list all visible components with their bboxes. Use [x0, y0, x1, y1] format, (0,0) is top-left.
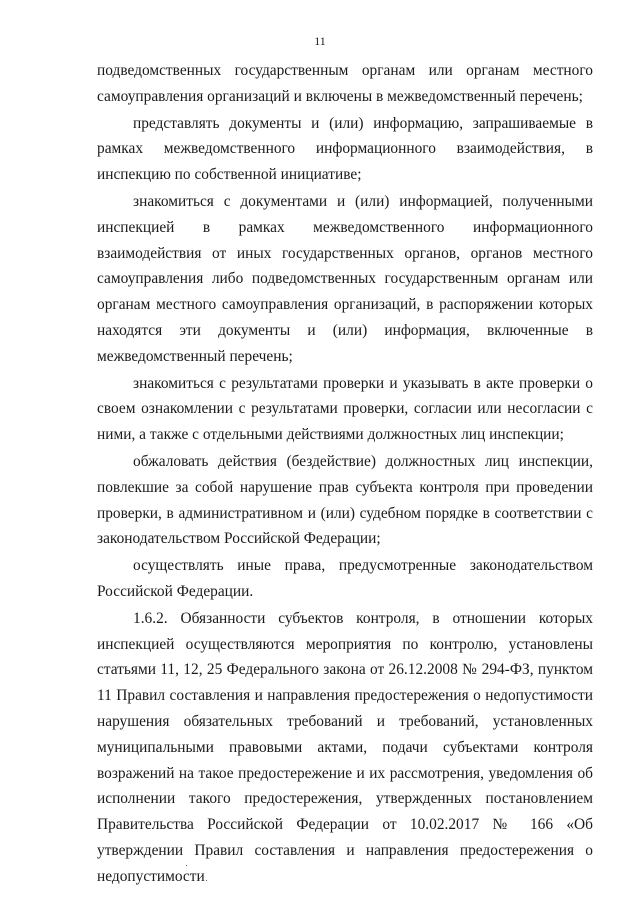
paragraph-right-appeal: обжаловать действия (бездействие) должностных лиц инспекции, повлекшие за собой нарушение прав субъекта контроля при проведении проверки, в административном и (или) судебном порядке в соответствии с законодательством Российской Федерации; [97, 452, 593, 548]
paragraph-right-submit-documents: представлять документы и (или) информацию, запрашиваемые в рамках межведомственного информационного взаимодействия, в инспекцию по собственной инициативе; [97, 114, 593, 184]
paragraph-right-other: осуществлять иные права, предусмотренные законодательством Российской Федерации. [97, 557, 593, 600]
scan-speck [206, 880, 207, 881]
paragraph-right-review-documents: знакомиться с документами и (или) информацией, полученными инспекцией в рамках межведомственного информационного взаимодействия от иных государственных органов, органов местного самоуправления либо подведомственных государственным органам или органам местного самоуправления организаций, в распоряжении которых находятся эти документы и (или) информация, включенные в межведомственный перечень; [97, 192, 593, 365]
document-body [97, 58, 593, 891]
paragraph-right-review-results: знакомиться с результатами проверки и указывать в акте проверки о своем ознакомлении с результатами проверки, согласии или несогласии с ними, а также с отдельными действиями должностных лиц инспекции; [97, 374, 593, 444]
paragraph-continuation: подведомственных государственным органам или органам местного самоуправления организаций и включены в межведомственный перечень; [97, 62, 593, 105]
page-number: 11 [314, 34, 326, 48]
scan-speck [186, 865, 187, 866]
paragraph-section-1-6-2: 1.6.2. Обязанности субъектов контроля, в отношении которых инспекцией осуществляются мероприятия по контролю, установлены статьями 11, 12, 25 Федерального закона от 26.12.2008 № 294-ФЗ, пунктом 11 Правил составления и направления предостережения о недопустимости нарушения обязательных требований и требований, установленных муниципальными правовыми актами, подачи субъектами контроля возражений на такое предостережение и их рассмотрения, уведомления об исполнении такого предостережения, утвержденных постановлением Правительства Российской Федерации от 10.02.2017 № 166 «Об утверждении Правил составления и направления предостережения о недопустимости [97, 609, 593, 885]
